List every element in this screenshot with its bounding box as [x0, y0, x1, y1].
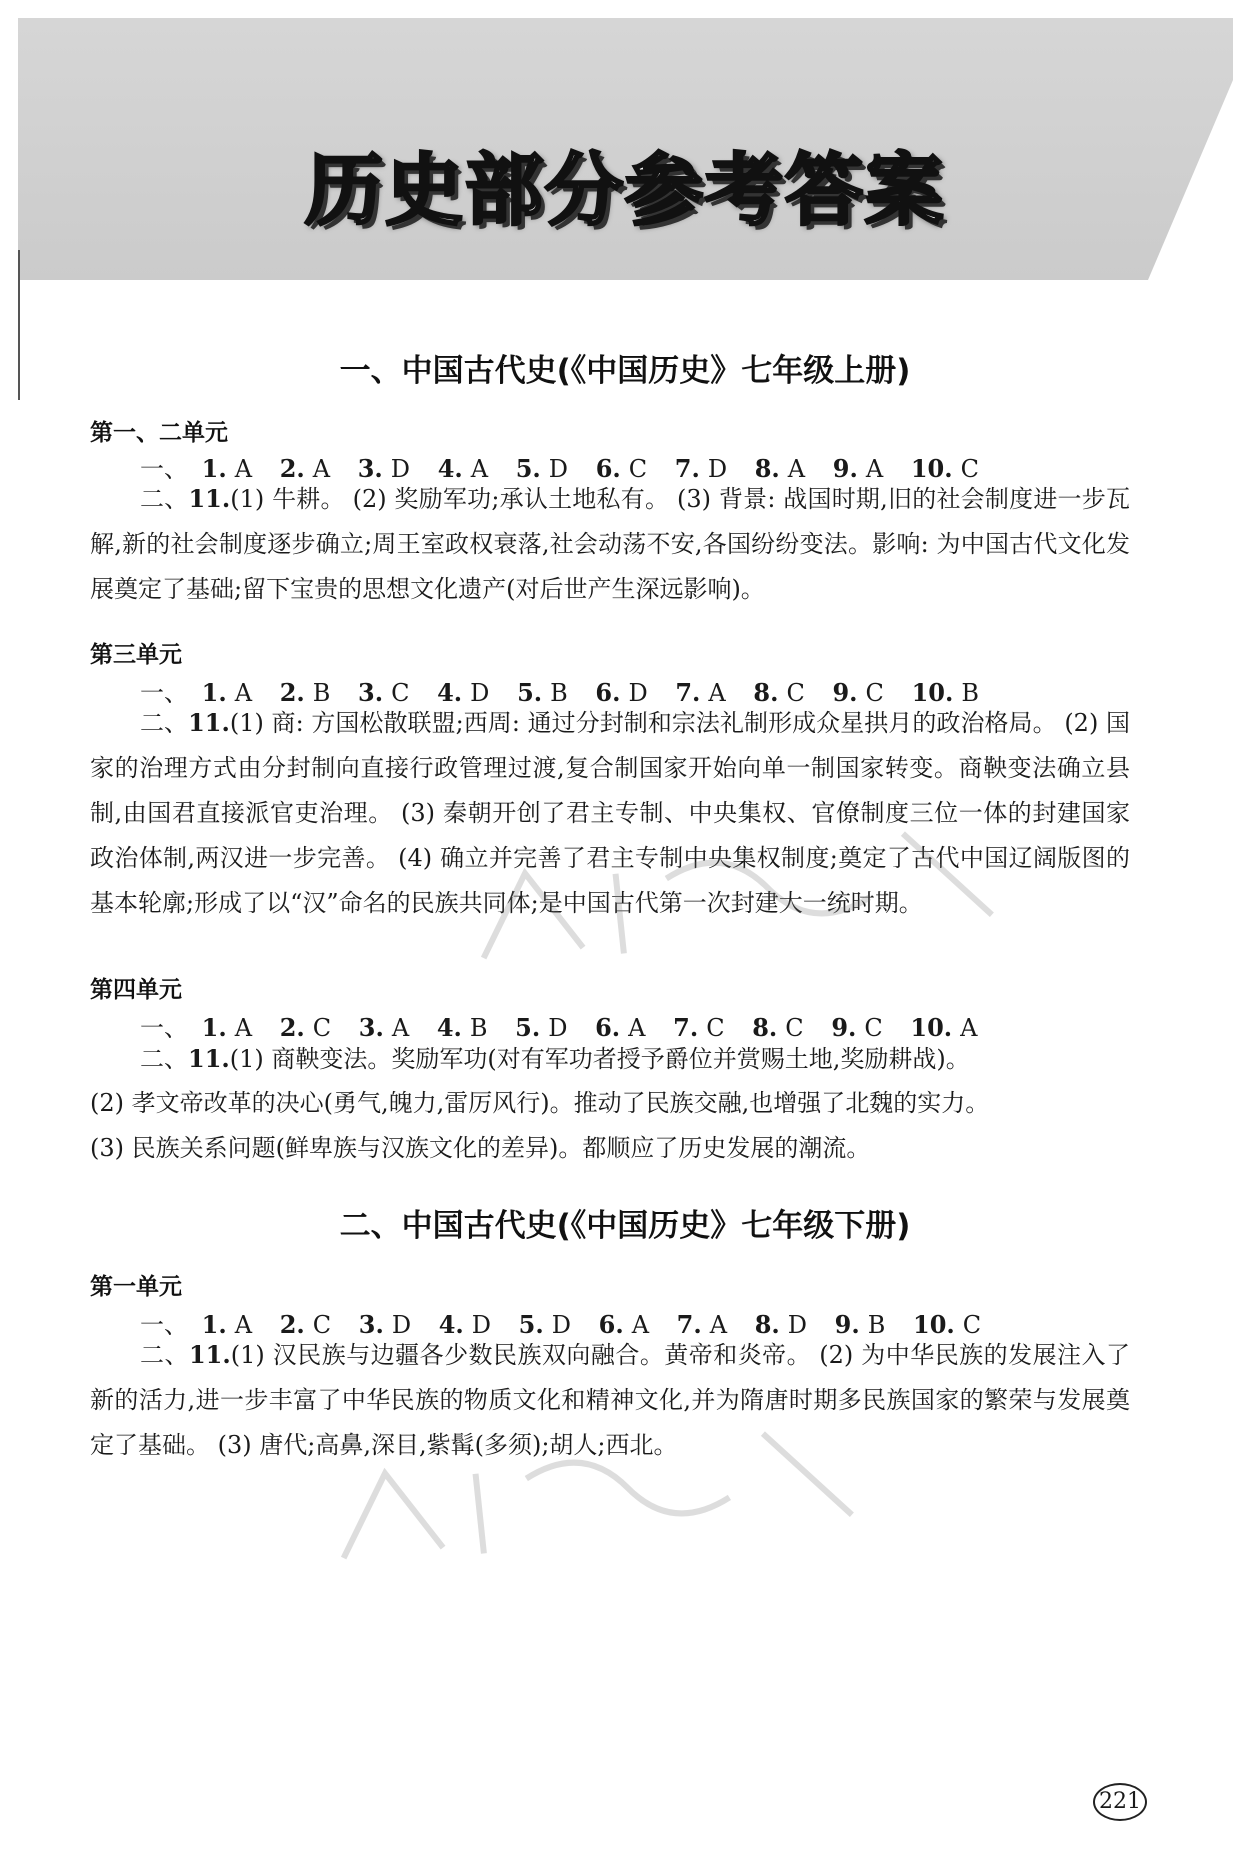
- mcq-answers: 一、 1. A 2. C 3. D 4. D 5. D 6. A 7. A 8. D 9. B 10. C: [140, 1310, 982, 1339]
- page-title: 历史部分参考答案: [304, 146, 945, 236]
- mcq-answers: 一、 1. A 2. A 3. D 4. A 5. D 6. C 7. D 8. A 9. A 10. C: [140, 454, 979, 483]
- answer-line: (3) 民族关系问题(鲜卑族与汉族文化的差异)。都顺应了历史发展的潮流。: [90, 1134, 871, 1162]
- mcq-answers: 一、 1. A 2. C 3. A 4. B 5. D 6. A 7. C 8. C 9. C 10. A: [140, 1013, 978, 1042]
- answer-line: (2) 孝文帝改革的决心(勇气,魄力,雷厉风行)。推动了民族交融,也增强了北魏的实力。: [90, 1089, 990, 1117]
- answer-paragraph: 二、11.(1) 牛耕。 (2) 奖励军功;承认土地私有。 (3) 背景: 战国时期,旧的社会制度进一步瓦解,新的社会制度逐步确立;周王室政权衰落,社会动荡不安,各国纷纷变法。影响: 为中国古代文化发展奠定了基础;留下宝贵的思想文化遗产(对后世产生深远影响)。: [90, 484, 1131, 603]
- answer-paragraph: 二、11.(1) 商鞅变法。奖励军功(对有军功者授予爵位并赏赐土地,奖励耕战)。: [140, 1044, 970, 1073]
- page-number: 221: [1093, 1783, 1147, 1821]
- unit-heading: 第一、二单元: [90, 420, 228, 446]
- unit-heading: 第一单元: [90, 1274, 182, 1300]
- unit-heading: 第四单元: [90, 977, 182, 1003]
- mcq-answers: 一、 1. A 2. B 3. C 4. D 5. B 6. D 7. A 8. C 9. C 10. B: [140, 678, 979, 707]
- unit-heading: 第三单元: [90, 642, 182, 668]
- answer-paragraph: 二、11.(1) 汉民族与边疆各少数民族双向融合。黄帝和炎帝。 (2) 为中华民族的发展注入了新的活力,进一步丰富了中华民族的物质文化和精神文化,并为隋唐时期多民族国家的繁荣与发展奠定了基础。 (3) 唐代;高鼻,深目,紫髯(多须);胡人;西北。: [90, 1340, 1130, 1459]
- section-title-2: 二、中国古代史(《中国历史》七年级下册): [339, 1208, 911, 1244]
- section-title-1: 一、中国古代史(《中国历史》七年级上册): [339, 353, 911, 389]
- answer-paragraph: 二、11.(1) 商: 方国松散联盟;西周: 通过分封制和宗法礼制形成众星拱月的政治格局。 (2) 国家的治理方式由分封制向直接行政管理过渡,复合制国家开始向单一制国家转变。商鞅变法确立县制,由国君直接派官吏治理。 (3) 秦朝开创了君主专制、中央集权、官僚制度三位一体的封建国家政治体制,两汉进一步完善。 (4) 确立并完善了君主专制中央集权制度;奠定了古代中国辽阔版图的基本轮廓;形成了以“汉”命名的民族共同体;是中国古代第一次封建大一统时期。: [90, 708, 1130, 917]
